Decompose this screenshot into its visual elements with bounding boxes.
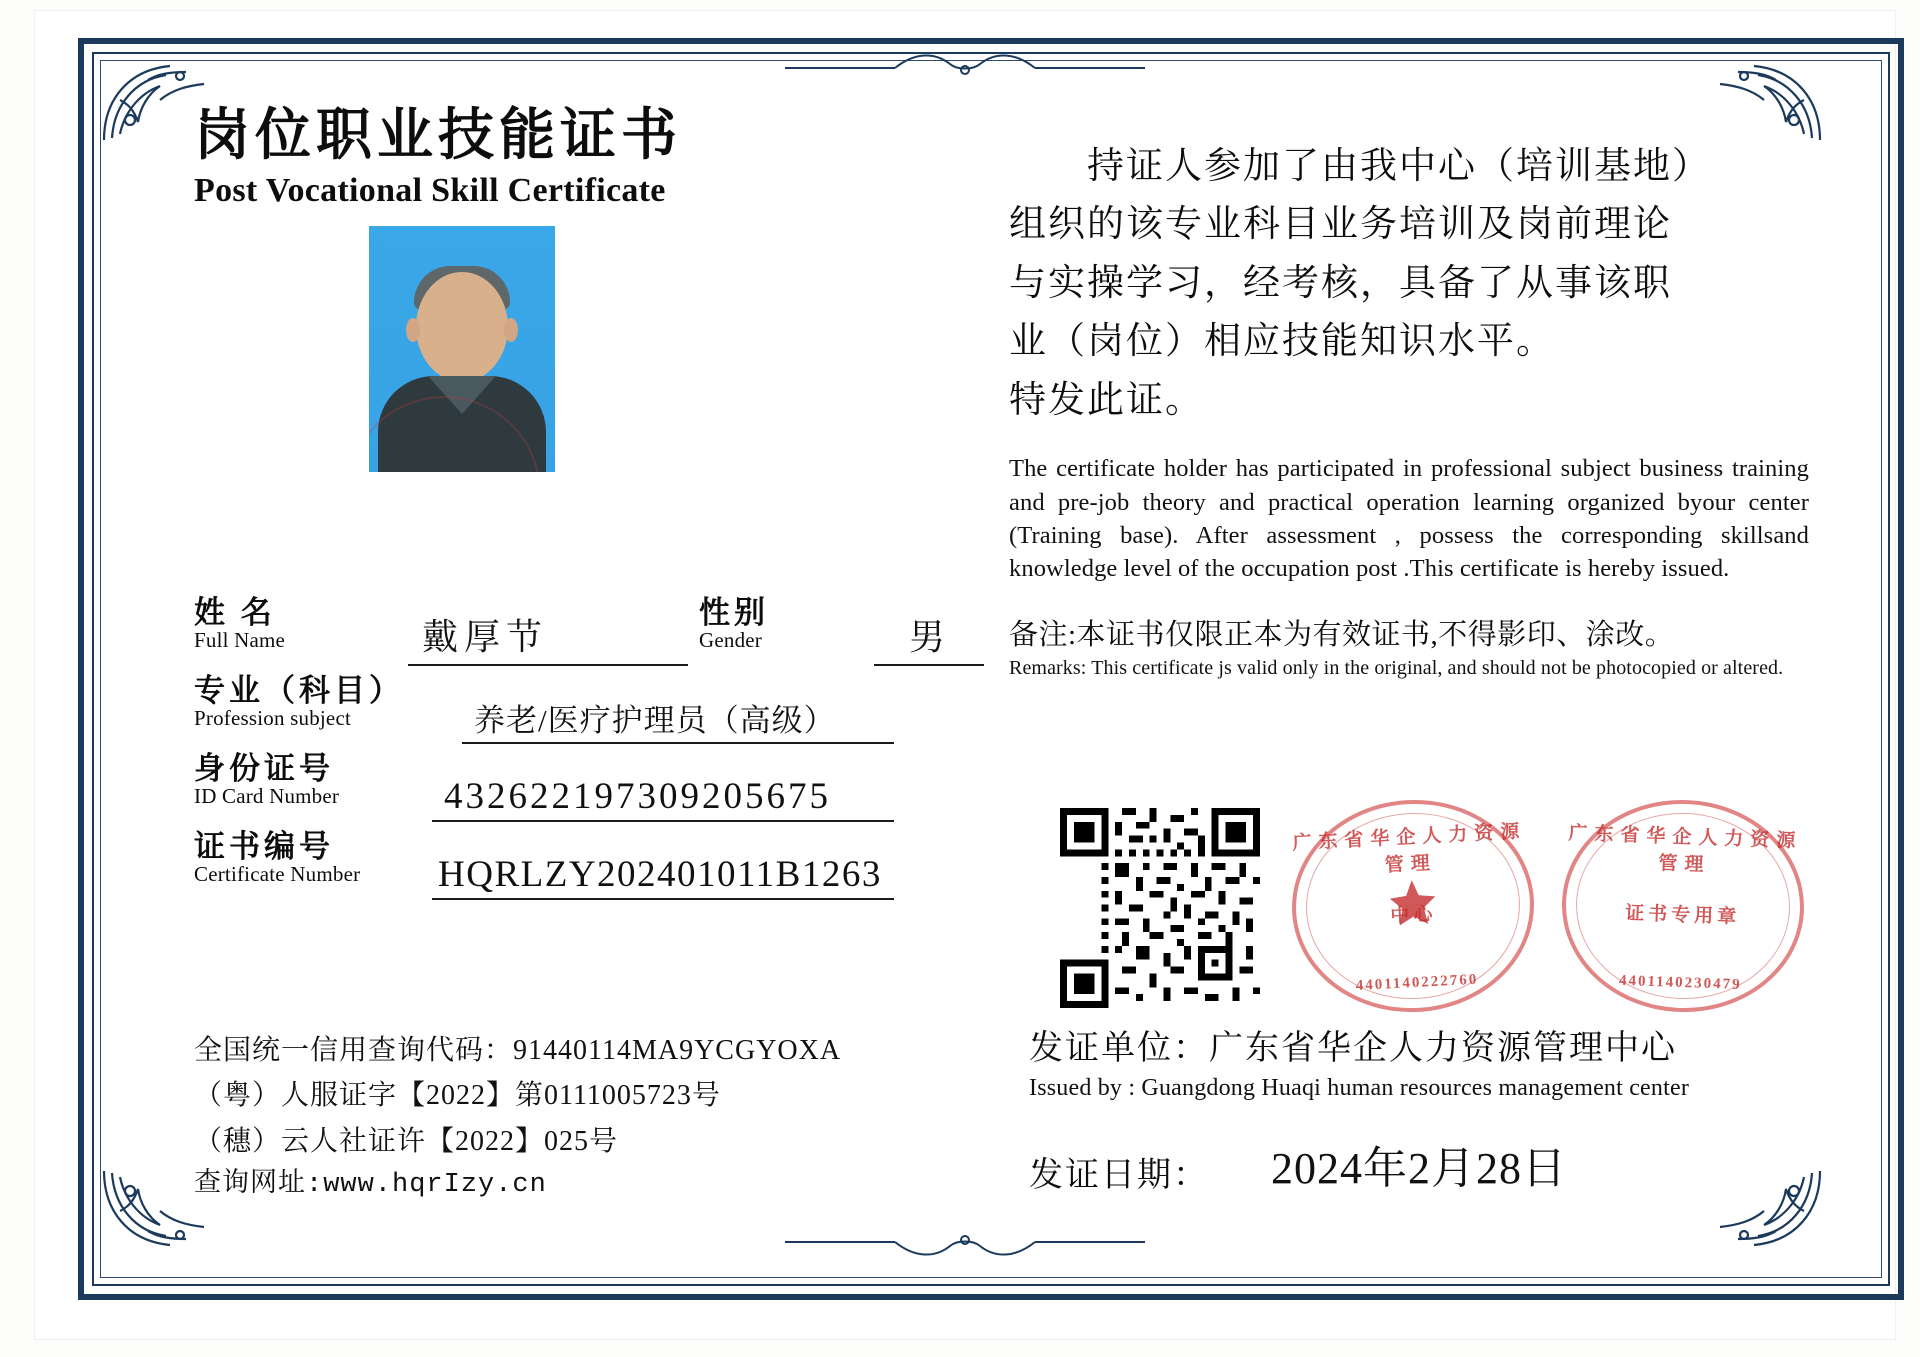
rule-certificate-number bbox=[432, 898, 894, 900]
certificate-paper bbox=[34, 10, 1896, 1340]
label-certificate-number bbox=[194, 830, 412, 887]
title-english: Post Vocational Skill Certificate bbox=[194, 172, 666, 210]
field-row-name bbox=[194, 595, 948, 674]
label-full-name-cn: 姓 名 bbox=[194, 595, 276, 630]
body-cn-line-1: 持证人参加了由我中心（培训基地） bbox=[1087, 146, 1711, 187]
label-certificate-number-cn: 证书编号 bbox=[194, 829, 334, 864]
body-cn-line-5: 特发此证。 bbox=[1009, 379, 1204, 421]
field-row-id-card bbox=[194, 752, 904, 830]
issuer-label-cn: 发证单位： bbox=[1029, 1030, 1209, 1067]
issue-date-label: 发证日期： bbox=[1029, 1157, 1209, 1194]
body-text-chinese bbox=[1009, 138, 1809, 430]
certificate-special-seal bbox=[1558, 796, 1807, 1016]
issue-date-value: 2024年2月28日 bbox=[1271, 1144, 1567, 1193]
issue-date-block bbox=[1029, 1132, 1829, 1196]
label-full-name-en: Full Name bbox=[194, 628, 286, 653]
rule-id-card bbox=[432, 820, 894, 822]
certificate-body-block bbox=[1009, 138, 1809, 680]
fields-block bbox=[194, 595, 948, 908]
label-id-card-cn: 身份证号 bbox=[194, 751, 334, 786]
label-full-name bbox=[194, 596, 394, 653]
issuer-value-en: Guangdong Huaqi human resources management center bbox=[1141, 1075, 1690, 1101]
seal-mid-text: 中心 bbox=[1389, 903, 1438, 928]
value-full-name: 戴厚节 bbox=[422, 617, 549, 657]
field-row-profession bbox=[194, 674, 904, 752]
holder-photo bbox=[369, 226, 555, 472]
rule-gender bbox=[874, 664, 984, 666]
body-cn-line-4: 业（岗位）相应技能知识水平。 bbox=[1009, 321, 1555, 363]
issuer-line-cn bbox=[1029, 1020, 1819, 1069]
license-line-1: （粤）人服证字【2022】第0111005723号 bbox=[194, 1080, 721, 1112]
credit-code-line: 全国统一信用查询代码：91440114MA9YCGYOXA bbox=[194, 1035, 842, 1066]
label-profession-cn: 专业（科目） bbox=[194, 673, 404, 708]
seal-mid-text: 证书专用章 bbox=[1624, 902, 1741, 928]
value-profession: 养老/医疗护理员（高级） bbox=[474, 703, 836, 738]
seal-top-text: 广东省华企人力资源管理 bbox=[1568, 822, 1803, 876]
label-gender-en: Gender bbox=[699, 628, 763, 653]
rule-full-name bbox=[408, 664, 688, 666]
remarks-chinese: 备注:本证书仅限正本为有效证书,不得影印、涂改。 bbox=[1009, 618, 1675, 651]
body-cn-line-3: 与实操学习，经考核，具备了从事该职 bbox=[1009, 262, 1672, 304]
label-gender-cn: 性别 bbox=[699, 595, 769, 630]
label-profession-en: Profession subject bbox=[194, 706, 351, 731]
left-footer-block bbox=[194, 1028, 914, 1208]
issuer-block bbox=[1029, 1020, 1819, 1102]
seal-bottom-text: 4401140222760 bbox=[1355, 971, 1479, 995]
body-text-english: The certificate holder has participated in professional subject business training and pre-job theory and practical operation learning organized byour center (Training base). After assessment , possess the corresponding skillsand knowledge level of the occupation post .This certificate is hereby issued. bbox=[1009, 455, 1809, 583]
body-cn-line-2: 组织的该专业科目业务培训及岗前理论 bbox=[1009, 204, 1672, 246]
issuer-line-en bbox=[1029, 1075, 1819, 1102]
issuer-value-cn: 广东省华企人力资源管理中心 bbox=[1209, 1030, 1677, 1067]
seal-bottom-text: 4401140230479 bbox=[1618, 972, 1742, 994]
label-gender bbox=[699, 596, 869, 653]
edge-ornament-icon bbox=[785, 50, 1145, 84]
photo-ear-left bbox=[406, 318, 420, 342]
title-chinese: 岗位职业技能证书 bbox=[194, 105, 682, 167]
corner-ornament-icon bbox=[1704, 60, 1824, 144]
verification-qr-code-icon bbox=[1054, 808, 1266, 1008]
issuer-label-en: Issued by : bbox=[1029, 1075, 1136, 1101]
rule-profession bbox=[462, 742, 894, 744]
certificate-title-block bbox=[194, 106, 924, 210]
official-seal bbox=[1287, 794, 1540, 1018]
value-gender: 男 bbox=[909, 617, 948, 657]
remarks-english: Remarks: This certificate js valid only in the original, and should not be photocopied or altered. bbox=[1009, 656, 1784, 679]
label-certificate-number-en: Certificate Number bbox=[194, 862, 361, 887]
value-certificate-number: HQRLZY202401011B1263 bbox=[438, 854, 882, 895]
photo-ear-right bbox=[504, 318, 518, 342]
field-row-certificate-number bbox=[194, 830, 904, 908]
seal-top-text: 广东省华企人力资源管理 bbox=[1292, 820, 1527, 877]
label-id-card bbox=[194, 752, 412, 809]
photo-head bbox=[416, 272, 508, 382]
edge-ornament-icon bbox=[785, 1226, 1145, 1260]
query-website-line: 查询网址:www.hqrIzy.cn bbox=[194, 1170, 547, 1201]
label-id-card-en: ID Card Number bbox=[194, 784, 340, 809]
license-line-2: （穗）云人社证许【2022】025号 bbox=[194, 1125, 619, 1157]
label-profession bbox=[194, 674, 452, 731]
value-id-card: 432622197309205675 bbox=[444, 776, 831, 817]
